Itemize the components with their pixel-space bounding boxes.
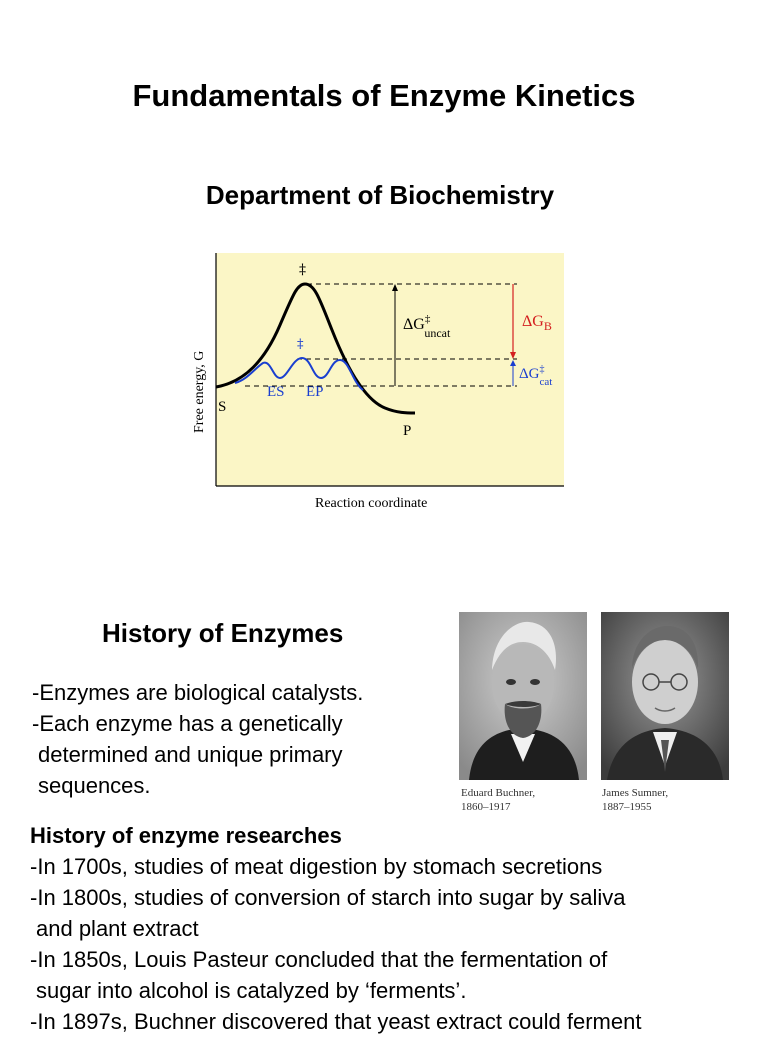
slide-subtitle: Department of Biochemistry [205,180,555,210]
research-line: sugar into alcohol is catalyzed by ‘ferments’. [36,978,467,1003]
sumner-portrait [601,612,729,780]
history-bullets [32,677,432,801]
history-heading: History of Enzymes [102,618,344,648]
ts-uncat-label: ‡ [299,262,306,278]
research-line: -In 1897s, Buchner discovered that yeast extract could ferment [30,1009,642,1034]
bullet-line: -Enzymes are biological catalysts. [32,680,364,705]
research-line: -In 1700s, studies of meat digestion by stomach secretions [30,854,603,879]
caption-years: 1887–1955 [602,801,652,813]
research-heading: History of enzyme researches [30,823,342,848]
bullet-line: -Each enzyme has a genetically [32,711,343,736]
research-line: -In 1850s, Louis Pasteur concluded that the fermentation of [30,947,608,972]
caption-years: 1860–1917 [461,801,511,813]
p-label: P [403,423,412,439]
research-line: -In 1800s, studies of conversion of starch into sugar by saliva [30,885,626,910]
research-history [30,820,768,1037]
buchner-portrait [459,612,587,780]
bullet-line: determined and unique primary [38,742,343,767]
ep-label: EP [306,384,324,400]
bullet-line: sequences. [38,773,151,798]
diagram-background [216,253,564,486]
s-label: S [218,399,227,415]
dg-cat-label: ΔG‡ cat [519,364,553,388]
caption-name: Eduard Buchner, [461,787,536,799]
research-line: and plant extract [36,916,199,941]
slide-title: Fundamentals of Enzyme Kinetics [132,78,636,113]
caption-name: James Sumner, [602,787,669,799]
sumner-caption [602,786,668,814]
free-energy-diagram [185,250,585,515]
x-axis-label: Reaction coordinate [315,496,428,511]
y-axis-label: Free energy, G [192,350,207,433]
dg-b-label: $\Delta G_B$ [522,313,552,333]
es-label: ES [267,384,285,400]
buchner-caption [461,786,535,814]
dg-uncat-label: ΔG‡ uncat [403,313,451,340]
ts-cat-label: ‡ [297,337,304,352]
